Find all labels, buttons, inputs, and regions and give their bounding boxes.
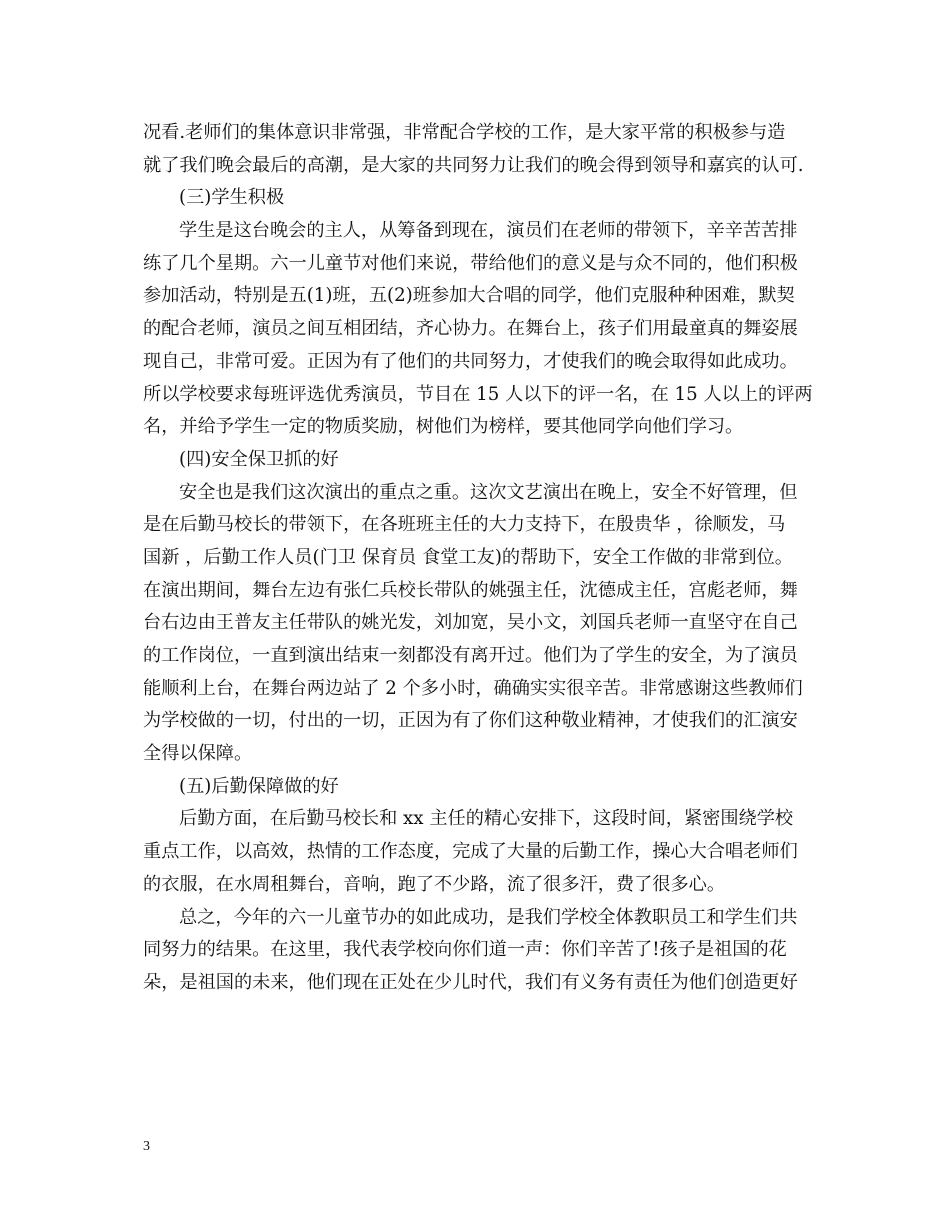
text-line: 安全也是我们这次演出的重点之重。这次文艺演出在晚上，安全不好管理，但 [179, 481, 798, 503]
text-line: 在演出期间，舞台左边有张仁兵校长带队的姚强主任，沈德成主任，宫彪老师，舞 [143, 579, 798, 601]
text-line: 后勤方面，在后勤马校长和 xx 主任的精心安排下，这段时间，紧密围绕学校 [179, 808, 794, 830]
text-line: 名，并给予学生一定的物质奖励，树他们为榜样，要其他同学向他们学习。 [143, 416, 744, 438]
text-line: 现自己，非常可爱。正因为有了他们的共同努力，才使我们的晚会取得如此成功。 [143, 350, 798, 372]
text-line: 学生是这台晚会的主人，从筹备到现在，演员们在老师的带领下，辛辛苦苦排 [179, 220, 798, 242]
section-heading: (四)安全保卫抓的好 [179, 448, 339, 470]
text-line: 国新 ，后勤工作人员(门卫 保育员 食堂工友)的帮助下，安全工作做的非常到位。 [143, 546, 793, 568]
text-line: 的衣服，在水周租舞台，音响，跑了不少路，流了很多汗，费了很多心。 [143, 873, 726, 895]
text-line: 所以学校要求每班评选优秀演员，节目在 15 人以下的评一名，在 15 人以上的评两 [143, 383, 813, 405]
text-line: 是在后勤马校长的带领下，在各班班主任的大力支持下，在殷贵华 ，徐顺发，马 [143, 514, 786, 536]
text-line: 台右边由王普友主任带队的姚光发，刘加宽，吴小文，刘国兵老师一直坚守在自己 [143, 612, 798, 634]
text-line: 全得以保障。 [143, 743, 253, 765]
text-line: 就了我们晚会最后的高潮，是大家的共同努力让我们的晚会得到领导和嘉宾的认可. [143, 154, 804, 176]
section-heading: (三)学生积极 [179, 187, 285, 209]
document-body [143, 117, 811, 1000]
text-line: 能顺利上台，在舞台两边站了 2 个多小时，确确实实很辛苦。非常感谢这些教师们 [143, 677, 803, 699]
text-line: 况看.老师们的集体意识非常强，非常配合学校的工作，是大家平常的积极参与造 [143, 122, 786, 143]
text-line: 总之，今年的六一儿童节办的如此成功，是我们学校全体教职员工和学生们共 [179, 906, 798, 928]
text-line: 为学校做的一切，付出的一切，正因为有了你们这种敬业精神，才使我们的汇演安 [143, 710, 798, 732]
text-line: 朵，是祖国的未来，他们现在正处在少儿时代，我们有义务有责任为他们创造更好 [143, 971, 798, 993]
page-number: 3 [143, 1139, 150, 1154]
text-line: 练了几个星期。六一儿童节对他们来说，带给他们的意义是与众不同的，他们积极 [143, 252, 798, 274]
text-line: 的工作岗位，一直到演出结束一刻都没有离开过。他们为了学生的安全，为了演员 [143, 645, 798, 666]
text-line: 同努力的结果。在这里，我代表学校向你们道一声：你们辛苦了!孩子是祖国的花 [143, 939, 787, 961]
section-heading: (五)后勤保障做的好 [179, 775, 339, 797]
text-line: 参加活动，特别是五(1)班，五(2)班参加大合唱的同学，他们克服种种困难，默契 [143, 285, 795, 307]
text-line: 重点工作，以高效，热情的工作态度，完成了大量的后勤工作，操心大合唱老师们 [143, 841, 798, 863]
text-line: 的配合老师，演员之间互相团结，齐心协力。在舞台上，孩子们用最童真的舞姿展 [143, 318, 798, 340]
